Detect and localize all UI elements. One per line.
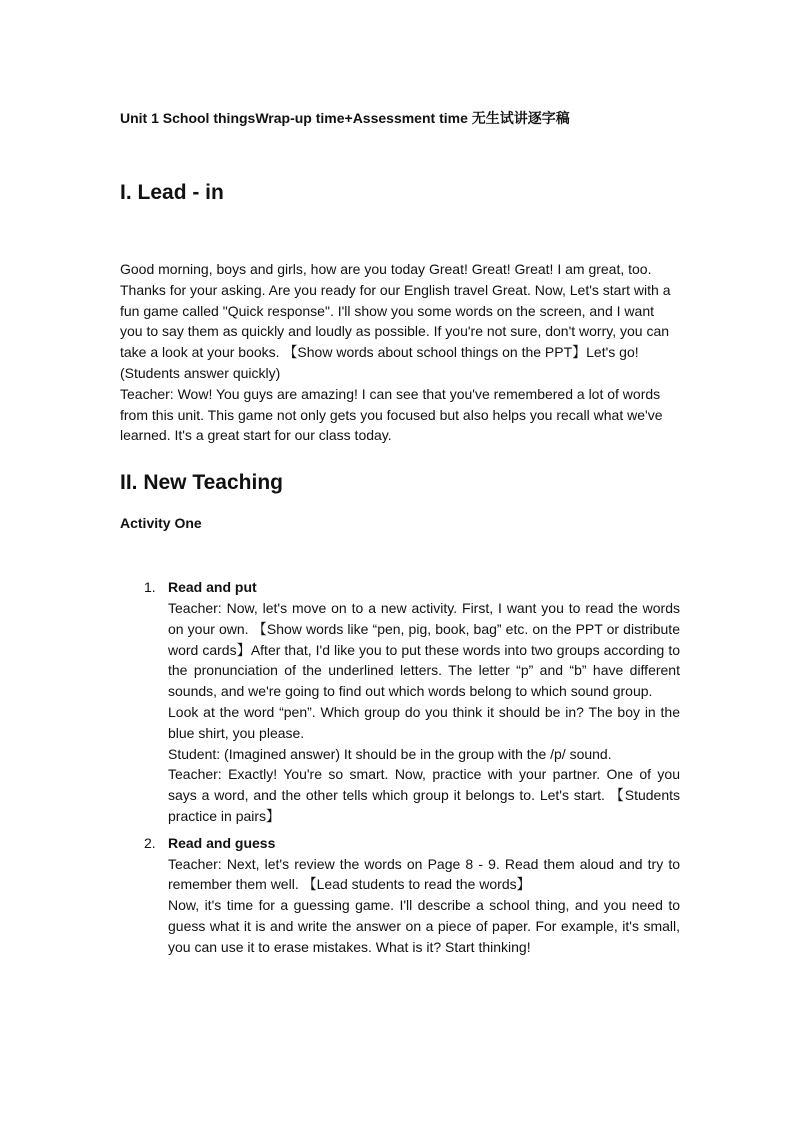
list-item-text: Teacher: Exactly! You're so smart. Now, practice with your partner. One of you says a word, and the other tells which group it belongs to. Let's start. 【Students practice in pairs】 <box>168 766 680 824</box>
list-item-text: Teacher: Now, let's move on to a new activity. First, I want you to read the words on your own. 【Show words like “pen, pig, book, bag” etc. on the PPT or distribute word cards】After that, I'd like you to put these words into two groups according to the pronunciation of the underlined letters. The letter “p” and “b” have different sounds, and we're going to find out which words belong to which sound group. <box>168 599 680 700</box>
list-item-title: Read and guess <box>168 834 276 851</box>
lead-in-paragraph: (Students answer quickly) <box>120 364 281 381</box>
document-title: Unit 1 School thingsWrap-up time+Assessment time 无生试讲逐字稿 <box>120 110 570 126</box>
lead-in-heading: I. Lead - in <box>120 181 224 204</box>
list-item-number: 1. <box>144 579 156 596</box>
list-item-text: Teacher: Next, let's review the words on Page 8 - 9. Read them aloud and try to remember them well. 【Lead students to read the words】 <box>168 855 680 893</box>
list-item-text: Student: (Imagined answer) It should be in the group with the /p/ sound. <box>168 745 612 762</box>
list-item-text: Now, it's time for a guessing game. I'll describe a school thing, and you need to guess what it is and write the answer on a piece of paper. For example, it's small, you can use it to erase mistakes. What is it? Start thinking! <box>168 897 680 955</box>
list-item-title: Read and put <box>168 579 257 596</box>
document-page <box>120 108 680 958</box>
activity-title: Activity One <box>120 515 202 532</box>
lead-in-paragraph: Teacher: Wow! You guys are amazing! I can see that you've remembered a lot of words from this unit. This game not only gets you focused but also helps you recall what we've learned. It's a great start for our class today. <box>120 385 663 444</box>
list-item-text: Look at the word “pen”. Which group do you think it should be in? The boy in the blue shirt, you please. <box>168 703 680 741</box>
activity-list <box>120 577 680 957</box>
list-item <box>120 577 680 827</box>
new-teaching-heading: II. New Teaching <box>120 471 283 495</box>
list-item-number: 2. <box>144 834 156 851</box>
list-item <box>120 833 680 958</box>
lead-in-body <box>120 259 680 446</box>
lead-in-paragraph: Good morning, boys and girls, how are you today Great! Great! Great! I am great, too. Thanks for your asking. Are you ready for our English travel Great. Now, Let's start with a fun game called "Quick response". I'll show you some words on the screen, and I want you to say them as quickly and loudly as possible. If you're not sure, don't worry, you can take a look at your books. 【Show words about school things on the PPT】Let's go! <box>120 261 671 361</box>
